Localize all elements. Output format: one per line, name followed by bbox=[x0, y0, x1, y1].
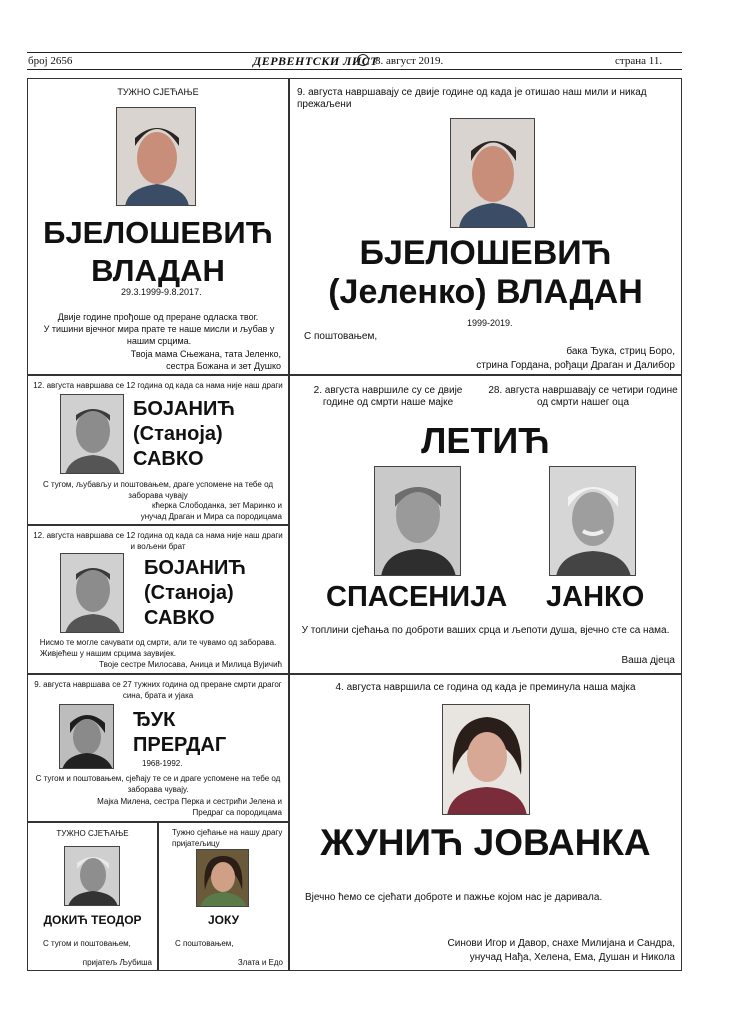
memorial-text: С тугом, љубављу и поштовањем, драге успомене на тебе од заборава чувају bbox=[42, 480, 274, 500]
portrait-photo bbox=[196, 849, 249, 907]
signature-2: Предраг са породицама bbox=[192, 808, 282, 817]
surname: ЛЕТИЋ bbox=[421, 420, 550, 461]
fullname: ЖУНИЋ ЈОВАНКА bbox=[320, 822, 651, 863]
portrait-photo bbox=[59, 704, 114, 769]
life-years: 1999-2019. bbox=[467, 318, 513, 328]
fullname: ДОКИЋ ТЕОДОР bbox=[43, 913, 142, 927]
memorial-text: Двије године прођоше од преране одласка твог. bbox=[57, 312, 259, 322]
notice-intro: 9. августа навршава се 27 тужних година од преране смрти драгог сина, брата и ујака bbox=[34, 680, 282, 700]
portrait-photo bbox=[60, 553, 124, 633]
firstname: САВКО bbox=[144, 607, 215, 629]
memorial-text-2: Живјећеш у нашим срцима заувијек. bbox=[40, 649, 176, 658]
firstname: ВЛАДАН bbox=[91, 253, 225, 288]
notice-heading: ТУЖНО СЈЕЋАЊЕ bbox=[56, 829, 129, 838]
memorial-text: С тугом и поштовањем, bbox=[43, 939, 131, 948]
memorial-text: У топлини сјећања по доброти ваших срца и љепоти душа, вјечно сте са нама. bbox=[301, 625, 670, 636]
life-years: 1968-1992. bbox=[142, 759, 183, 768]
portrait-photo bbox=[60, 394, 124, 474]
memorial-text: С поштовањем, bbox=[175, 939, 234, 948]
notice-intro-left: 2. августа навршиле су се двије године од смрти наше мајке bbox=[313, 385, 463, 408]
firstname: САВКО bbox=[133, 448, 204, 470]
notice-intro: 4. августа навршила се година од када је преминула наша мајка bbox=[335, 682, 636, 693]
signature: Ваша дјеца bbox=[621, 655, 675, 666]
header-top-rule bbox=[27, 52, 682, 53]
notice-intro: 9. августа навршавају се двије године од када је отишао наш мили и никад прежаљени bbox=[297, 87, 647, 110]
notice-intro: 12. августа навршава се 12 година од када са нама није наш драги и вољени брат bbox=[33, 531, 283, 551]
issue-date: 8. август 2019. bbox=[375, 55, 444, 67]
notice-intro: Тужно сјећање на нашу драгу пријатељицу bbox=[172, 828, 283, 848]
surname: БОЈАНИЋ bbox=[144, 557, 246, 579]
life-dates: 29.3.1999-9.8.2017. bbox=[121, 287, 202, 297]
signature: пријатељ Љубиша bbox=[82, 958, 152, 967]
surname: БЈЕЛОШЕВИЋ bbox=[43, 215, 273, 250]
notice-heading: ТУЖНО СЈЕЋАЊЕ bbox=[117, 87, 199, 97]
emblem-icon bbox=[357, 54, 369, 66]
fullname: (Јеленко) ВЛАДАН bbox=[328, 273, 643, 311]
portrait-photo bbox=[64, 846, 120, 906]
fathers-name: (Станоја) bbox=[144, 582, 234, 604]
firstname: ПРЕРДАГ bbox=[133, 734, 227, 756]
notice-intro-right: 28. августа навршавају се четири године од смрти нашег оца bbox=[488, 385, 678, 408]
memorial-text: С тугом и поштовањем, сјећају те се и драге успомене на тебе од заборава чувају. bbox=[35, 774, 281, 794]
signature-2: стрина Гордана, рођаци Драган и Далибор bbox=[476, 360, 675, 371]
page-number: страна 11. bbox=[615, 55, 663, 67]
header-bottom-rule bbox=[27, 69, 682, 70]
surname: ЂУК bbox=[133, 709, 176, 731]
signature: Твоје сестре Милосава, Аница и Милица Вујичић bbox=[99, 660, 282, 669]
name-mother: СПАСЕНИЈА bbox=[326, 581, 508, 613]
memorial-text: Вјечно ћемо се сјећати доброте и пажње којом нас је даривала. bbox=[305, 892, 603, 903]
masthead: ДЕРВЕНТСКИ ЛИСТ bbox=[253, 54, 379, 68]
signature: Злата и Едо bbox=[237, 958, 283, 967]
signature-2: сестра Божана и зет Душко bbox=[166, 361, 281, 371]
surname: БОЈАНИЋ bbox=[133, 398, 235, 420]
surname: БЈЕЛОШЕВИЋ bbox=[359, 234, 612, 272]
notice-intro: 12. августа навршава се 12 година од када са нама није наш драги bbox=[33, 381, 283, 390]
signature-2: унучад Драган и Мира са породицама bbox=[140, 512, 282, 521]
signature-1: Синови Игор и Давор, снахе Милијана и Сандра, bbox=[447, 938, 675, 949]
signature-1: Мајка Милена, сестра Перка и сестрићи Јелена и bbox=[97, 797, 282, 806]
portrait-photo bbox=[450, 118, 535, 228]
portrait-photo bbox=[442, 704, 530, 815]
portrait-photo-father bbox=[549, 466, 636, 576]
fathers-name: (Станоја) bbox=[133, 423, 223, 445]
portrait-photo bbox=[116, 107, 196, 206]
issue-number: број 2656 bbox=[28, 55, 73, 67]
memorial-text-2: У тишини вјечног мира прате те наше мисли и љубав у нашим срцима. bbox=[43, 324, 275, 346]
signature-2: унучад Нађа, Хелена, Ема, Душан и Никола bbox=[469, 952, 675, 963]
name-father: ЈАНКО bbox=[546, 581, 645, 613]
signature-1: кћерка Слободанка, зет Маринко и bbox=[151, 501, 282, 510]
memorial-text: Нисмо те могле сачувати од смрти, али те чувамо од заборава. bbox=[39, 638, 277, 647]
respect-text: С поштовањем, bbox=[304, 331, 378, 342]
signature-1: Твоја мама Сњежана, тата Јеленко, bbox=[130, 349, 281, 359]
signature-1: бака Ђука, стриц Боро, bbox=[566, 346, 675, 357]
fullname: ЈОКУ bbox=[207, 913, 240, 927]
portrait-photo-mother bbox=[374, 466, 461, 576]
